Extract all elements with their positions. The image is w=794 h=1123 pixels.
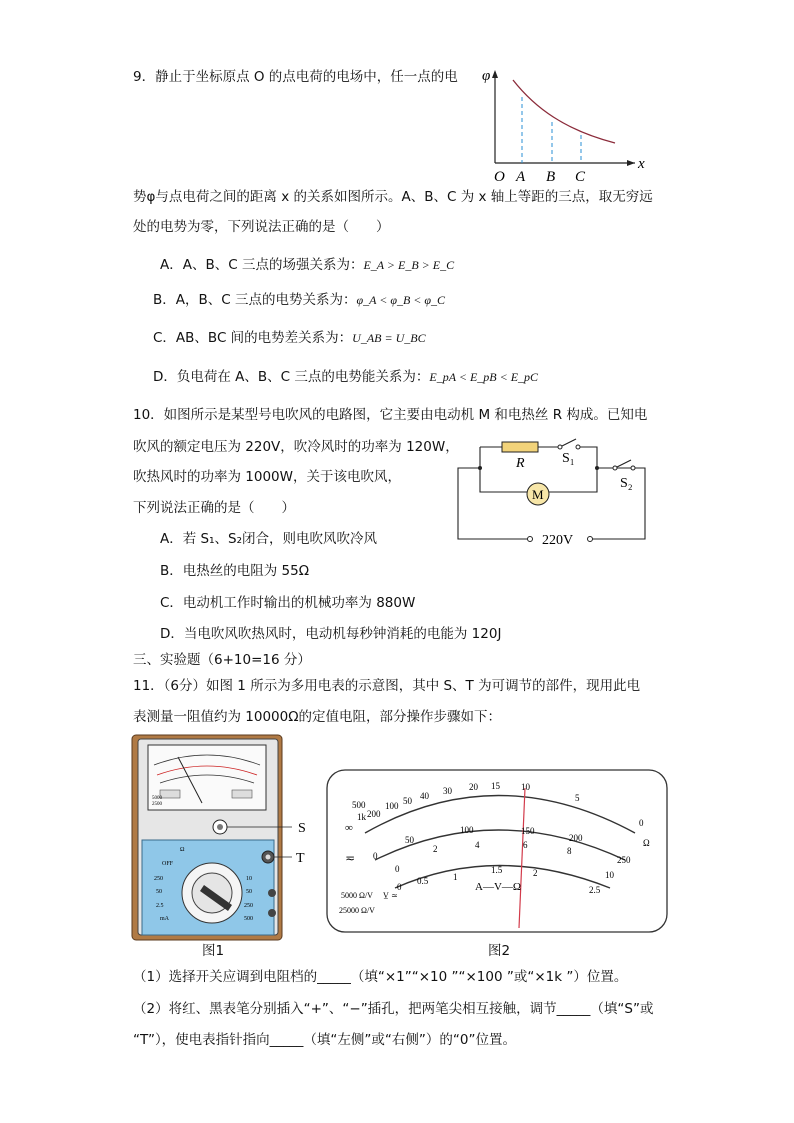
- mid-tick-0: 0: [373, 851, 378, 861]
- low-tick-10: 10: [605, 870, 614, 880]
- low-tick-8: 8: [567, 846, 572, 856]
- q10-option-d: D．当电吹风吹热风时，电动机每秒钟消耗的电能为 120J: [160, 626, 502, 642]
- spec-v: V̲: [383, 891, 389, 900]
- low-tick-2: 2: [433, 844, 438, 854]
- q9-option-b-math: φ_A < φ_B < φ_C: [356, 293, 446, 307]
- x-axis-arrow: [627, 160, 635, 166]
- label-R: R: [516, 456, 525, 471]
- ohm-tick-200: 200: [367, 809, 381, 819]
- ohm-tick-10: 10: [521, 782, 530, 792]
- label-O: O: [494, 169, 505, 185]
- meter-ohm: Ω: [180, 847, 185, 853]
- q10-option-a: A．若 S₁、S₂闭合，则电吹风吹冷风: [160, 531, 377, 547]
- fig1-multimeter: [132, 735, 317, 940]
- label-220V: 220V: [542, 533, 574, 548]
- mid-tick-200: 200: [569, 833, 583, 843]
- label-S: S: [298, 821, 306, 836]
- q10-option-c: C．电动机工作时输出的机械功率为 880W: [160, 595, 416, 611]
- q9-option-d: D．负电荷在 A、B、C 三点的电势能关系为：E_pA < E_pB < E_pC: [153, 369, 539, 385]
- meter-spec-2: 2500: [152, 802, 162, 807]
- resistor-R: [502, 442, 538, 452]
- ohm-tick-5: 5: [575, 793, 580, 803]
- label-S1: S₁: [562, 451, 575, 466]
- q9-line1: 9．静止于坐标原点 O 的点电荷的电场中，任一点的电: [133, 69, 458, 85]
- meter-range-r4: 500: [244, 916, 253, 922]
- ohm-unit: Ω: [643, 838, 650, 848]
- q9-option-c-math: U_AB = U_BC: [352, 331, 426, 345]
- low-tick-4: 4: [475, 840, 480, 850]
- q11-line2: 表测量一阻值约为 10000Ω的定值电阻，部分操作步骤如下：: [133, 709, 502, 725]
- q11-step1: （1）选择开关应调到电阻档的_____（填“×1”“×10 ”“×100 ”或“×1k ”）位置。: [133, 969, 628, 985]
- mid-tick-50: 50: [405, 835, 414, 845]
- q9-line2: 势φ与点电荷之间的距离 x 的关系如图所示。A、B、C 为 x 轴上等距的三点，取无穷远: [133, 189, 653, 205]
- label-T: T: [296, 851, 305, 866]
- label-A: A: [516, 169, 526, 185]
- q10-line3: 吹热风时的功率为 1000W，关于该电吹风，: [133, 469, 401, 485]
- meter-range-r3: 250: [244, 903, 253, 909]
- ohm-infinity: ∞: [345, 822, 353, 834]
- ohm-tick-500: 500: [352, 800, 366, 810]
- meter-range-l2: 50: [156, 889, 162, 895]
- mid-tick-250: 250: [617, 855, 631, 865]
- meter-range-l3: 2.5: [156, 903, 164, 909]
- ohm-tick-100: 100: [385, 801, 399, 811]
- q10-line4: 下列说法正确的是（ ）: [133, 500, 295, 516]
- q9-option-c: C．AB、BC 间的电势差关系为：U_AB = U_BC: [153, 330, 426, 346]
- mid-tick-150: 150: [521, 826, 535, 836]
- ac-tick-1-5: 1.5: [491, 865, 503, 875]
- q9-option-a: A．A、B、C 三点的场强关系为：E_A > E_B > E_C: [160, 257, 455, 273]
- center-label: A—V—Ω: [475, 881, 522, 893]
- ac-tick-1: 1: [453, 872, 458, 882]
- low-tick-0: 0: [395, 864, 400, 874]
- fig2-meter-dial: [325, 768, 670, 936]
- meter-range-l4: mA: [160, 916, 169, 922]
- ohm-tick-15: 15: [491, 781, 500, 791]
- spec-ac: ≃: [391, 891, 398, 900]
- ac-tick-0: 0: [397, 882, 402, 892]
- potential-curve: [513, 80, 615, 143]
- low-tick-6: 6: [523, 840, 528, 850]
- ac-tick-2-5: 2.5: [589, 885, 601, 895]
- q9-potential-graph: [480, 60, 650, 185]
- label-S2: S₂: [620, 476, 633, 491]
- dc-ac-symbol: ≂: [345, 851, 356, 865]
- q11-line1: 11．（6分）如图 1 所示为多用电表的示意图，其中 S、T 为可调节的部件，现用此电: [133, 678, 641, 694]
- y-axis-arrow: [492, 70, 498, 78]
- phi-label: φ: [482, 68, 491, 84]
- q10-circuit-diagram: [450, 435, 665, 555]
- spec-25000: 25000 Ω/V: [339, 906, 375, 915]
- q9-option-d-math: E_pA < E_pB < E_pC: [429, 370, 539, 384]
- ohm-tick-40: 40: [420, 791, 429, 801]
- q11-step2a: （2）将红、黑表笔分别插入“+”、“−”插孔，把两笔尖相互接触，调节_____（填“S”或: [133, 1001, 654, 1017]
- ohm-tick-0: 0: [639, 818, 644, 828]
- q10-option-b: B．电热丝的电阻为 55Ω: [160, 563, 310, 579]
- spec-5000: 5000 Ω/V: [341, 891, 373, 900]
- fig2-caption: 图2: [488, 943, 511, 959]
- q10-line1: 10．如图所示是某型号电吹风的电路图，它主要由电动机 M 和电热丝 R 构成。已知电: [133, 407, 648, 423]
- fig1-caption: 图1: [202, 943, 225, 959]
- ohm-tick-30: 30: [443, 786, 452, 796]
- x-label: x: [638, 156, 645, 172]
- q9-line3: 处的电势为零，下列说法正确的是（ ）: [133, 219, 390, 235]
- mid-tick-100: 100: [460, 825, 474, 835]
- switch-S2: [617, 460, 631, 467]
- ohm-tick-50: 50: [403, 796, 412, 806]
- meter-range-r1: 10: [246, 876, 252, 882]
- q11-step2b: “T”），使电表指针指向_____（填“左侧”或“右侧”）的“0”位置。: [133, 1032, 516, 1048]
- ac-tick-2: 2: [533, 868, 538, 878]
- q9-option-a-math: E_A > E_B > E_C: [363, 258, 455, 272]
- label-B: B: [546, 169, 556, 185]
- label-C: C: [575, 169, 586, 185]
- q10-line2: 吹风的额定电压为 220V，吹冷风时的功率为 120W，: [133, 439, 459, 455]
- meter-spec-1: 5000: [152, 796, 162, 801]
- ohm-tick-1k: 1k: [357, 812, 366, 822]
- meter-range-r2: 50: [246, 889, 252, 895]
- q9-option-b: B．A，B、C 三点的电势关系为：φ_A < φ_B < φ_C: [153, 292, 446, 308]
- motor-label: M: [532, 487, 544, 502]
- ohm-tick-20: 20: [469, 782, 478, 792]
- ac-tick-0-5: 0.5: [417, 876, 429, 886]
- meter-range-l1: 250: [154, 876, 163, 882]
- section-3-title: 三、实验题（6+10=16 分）: [133, 652, 311, 668]
- switch-S1: [562, 439, 576, 446]
- meter-off: OFF: [162, 861, 174, 867]
